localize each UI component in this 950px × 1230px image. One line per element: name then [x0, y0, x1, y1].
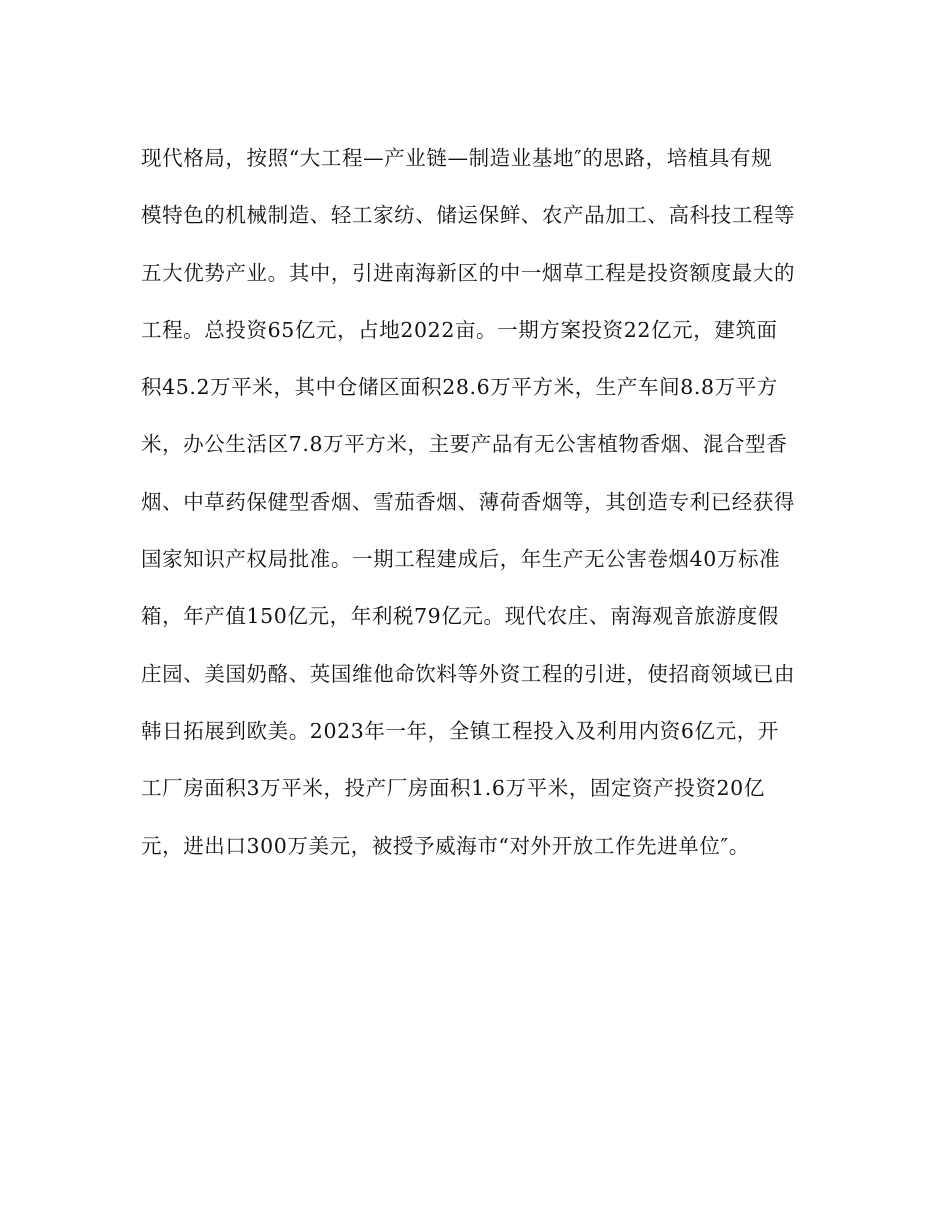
- text-line: 国家知识产权局批准。一期工程建成后，年生产无公害卷烟40万标准: [141, 547, 781, 572]
- text-line: 积45.2万平米，其中仓储区面积28.6万平方米，生产车间8.8万平方: [141, 375, 778, 400]
- text-line: 箱，年产值150亿元，年利税79亿元。现代农庄、南海观音旅游度假: [141, 604, 779, 629]
- text-line: 米，办公生活区7.8万平方米，主要产品有无公害植物香烟、混合型香: [141, 432, 788, 457]
- text-line: 工程。总投资65亿元，占地2022亩。一期方案投资22亿元，建筑面: [141, 317, 778, 342]
- text-line: 现代格局，按照“大工程—产业链—制造业基地″的思路，培植具有规: [141, 146, 773, 170]
- text-line: 工厂房面积3万平米，投产厂房面积1.6万平米，固定资产投资20亿: [141, 776, 765, 801]
- text-line: 烟、中草药保健型香烟、雪茄香烟、薄荷香烟等，其创造专利已经获得: [141, 489, 796, 514]
- text-line: 庄园、美国奶酪、英国维他命饮料等外资工程的引进，使招商领域已由: [141, 661, 796, 686]
- text-line: 模特色的机械制造、轻工家纺、储运保鲜、农产品加工、高科技工程等: [141, 203, 796, 228]
- body-paragraph: [141, 138, 821, 883]
- text-line: 韩日拓展到欧美。2023年一年，全镇工程投入及利用内资6亿元，开: [141, 718, 779, 743]
- text-line: 元，进出口300万美元，被授予威海市“对外开放工作先进单位″。: [141, 833, 750, 858]
- text-line: 五大优势产业。其中，引进南海新区的中一烟草工程是投资额度最大的: [141, 260, 796, 285]
